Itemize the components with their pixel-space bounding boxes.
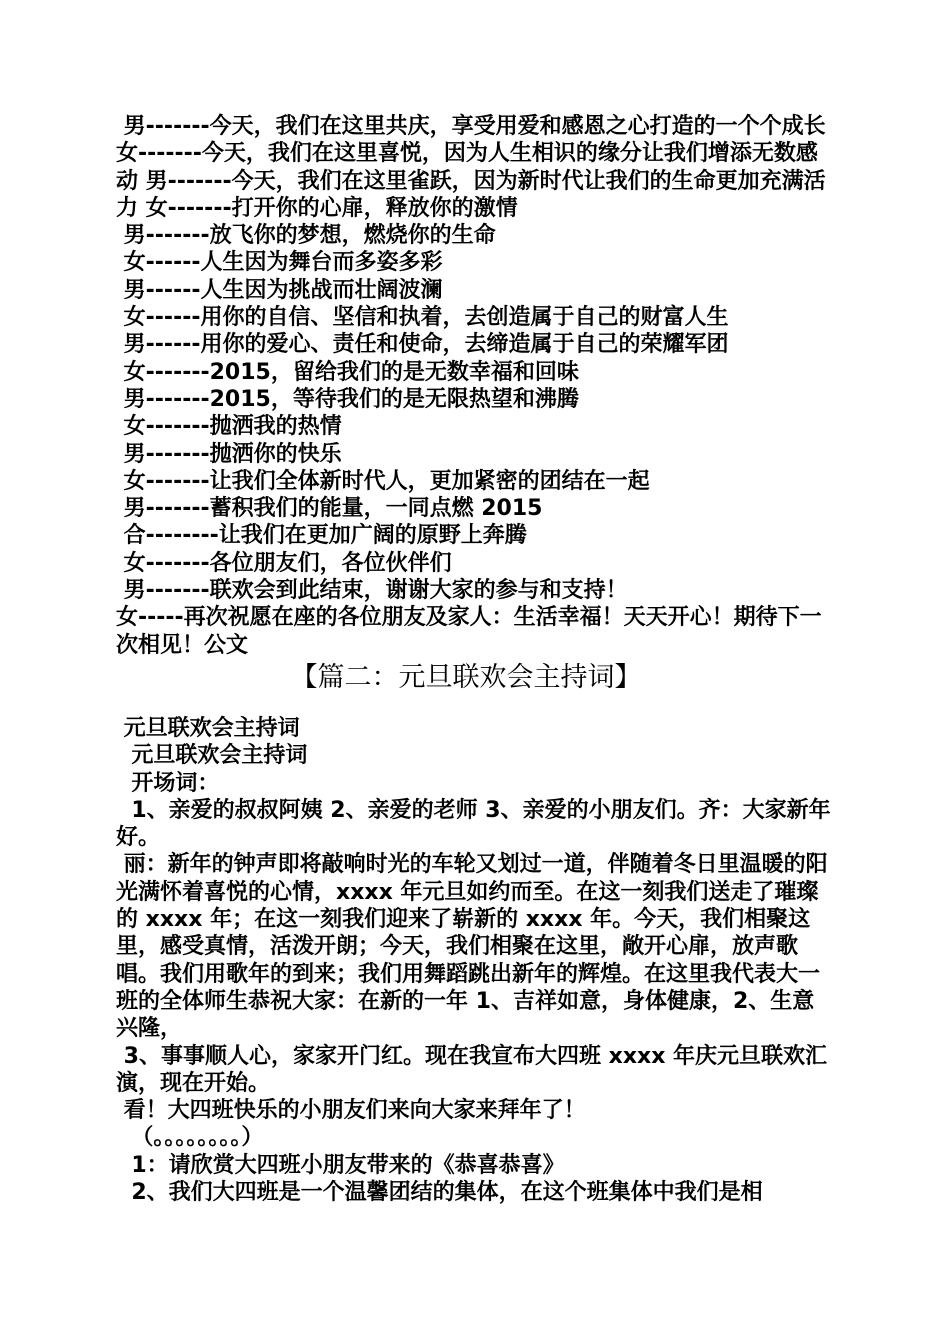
dialogue-line: 女-------让我们全体新时代人，更加紧密的团结在一起 — [116, 468, 650, 494]
dialogue-line: 男-------联欢会到此结束，谢谢大家的参与和支持！ — [116, 578, 628, 604]
dialogue-line: 男-------2015，等待我们的是无限热望和沸腾 — [116, 386, 579, 412]
dialogue-line: 女-------抛洒我的热情 — [116, 414, 342, 440]
dialogue-line: 男------用你的爱心、责任和使命，去缔造属于自己的荣耀军团 — [116, 332, 729, 358]
dialogue-line: 男-------抛洒你的快乐 — [116, 441, 342, 467]
dialogue-line: 男-------蓄积我们的能量，一同点燃 2015 — [116, 496, 543, 522]
dialogue-line: 男-------放飞你的梦想，燃烧你的生命 — [116, 223, 496, 249]
dialogue-line: 女------用你的自信、坚信和执着，去创造属于自己的财富人生 — [116, 305, 729, 331]
body-paragraph: 1：请欣赏大四班小朋友带来的《恭喜恭喜》 — [116, 1152, 565, 1178]
body-paragraph: 丽：新年的钟声即将敲响时光的车轮又划过一道，伴随着冬日里温暖的阳光满怀着喜悦的心情，xxxx 年元旦如约而至。在这一刻我们送走了璀璨的 xxxx 年；在这一刻我们迎来了崭新的 xxxx 年。今天，我们相聚这里，感受真情，活泼开朗；今天，我们相聚在这里，敞开心扉，放声歌唱。我们用歌年的到来；我们用舞蹈跳出新年的辉煌。在这里我代表大一班的全体师生恭祝大家：在新的一年 1、吉祥如意，身体健康，2、生意兴隆， — [116, 852, 828, 1042]
section-heading: 【篇二：元旦联欢会主持词】 — [290, 661, 642, 693]
closing-paragraph: 女-----再次祝愿在座的各位朋友及家人：生活幸福！天天开心！期待下一次相见！公文 — [116, 605, 822, 658]
document-body — [116, 113, 836, 1206]
dialogue-line: 女------人生因为舞台而多姿多彩 — [116, 250, 443, 276]
body-paragraph: 2、我们大四班是一个温馨团结的集体，在这个班集体中我们是相 — [116, 1179, 763, 1205]
dialogue-line: 女-------各位朋友们，各位伙伴们 — [116, 550, 452, 576]
body-paragraph: 3、事事顺人心，家家开门红。现在我宣布大四班 xxxx 年庆元旦联欢汇演，现在开始。 — [116, 1043, 828, 1096]
subheading: 元旦联欢会主持词 — [116, 743, 308, 769]
dialogue-line: 女-------2015，留给我们的是无数幸福和回味 — [116, 359, 579, 385]
dialogue-line: 合--------让我们在更加广阔的原野上奔腾 — [116, 523, 527, 549]
body-paragraph: 1、亲爱的叔叔阿姨 2、亲爱的老师 3、亲爱的小朋友们。齐：大家新年好。 — [116, 797, 831, 851]
dialogue-paragraph: 男-------今天，我们在这里共庆，享受用爱和感恩之心打造的一个个成长 女-------今天，我们在这里喜悦，因为人生相识的缘分让我们增添无数感动 男-------今天，我们在这里雀跃，因为新时代让我们的生命更加充满活力 女-------打开你的心扉，释放你的激情 — [116, 114, 834, 221]
dialogue-line: 男------人生因为挑战而壮阔波澜 — [116, 277, 443, 303]
body-paragraph: （。。。。。。。。） — [116, 1125, 264, 1151]
subheading: 开场词： — [116, 770, 220, 796]
subheading: 元旦联欢会主持词 — [116, 715, 300, 741]
body-paragraph: 看！大四班快乐的小朋友们来向大家来拜年了！ — [116, 1098, 586, 1124]
